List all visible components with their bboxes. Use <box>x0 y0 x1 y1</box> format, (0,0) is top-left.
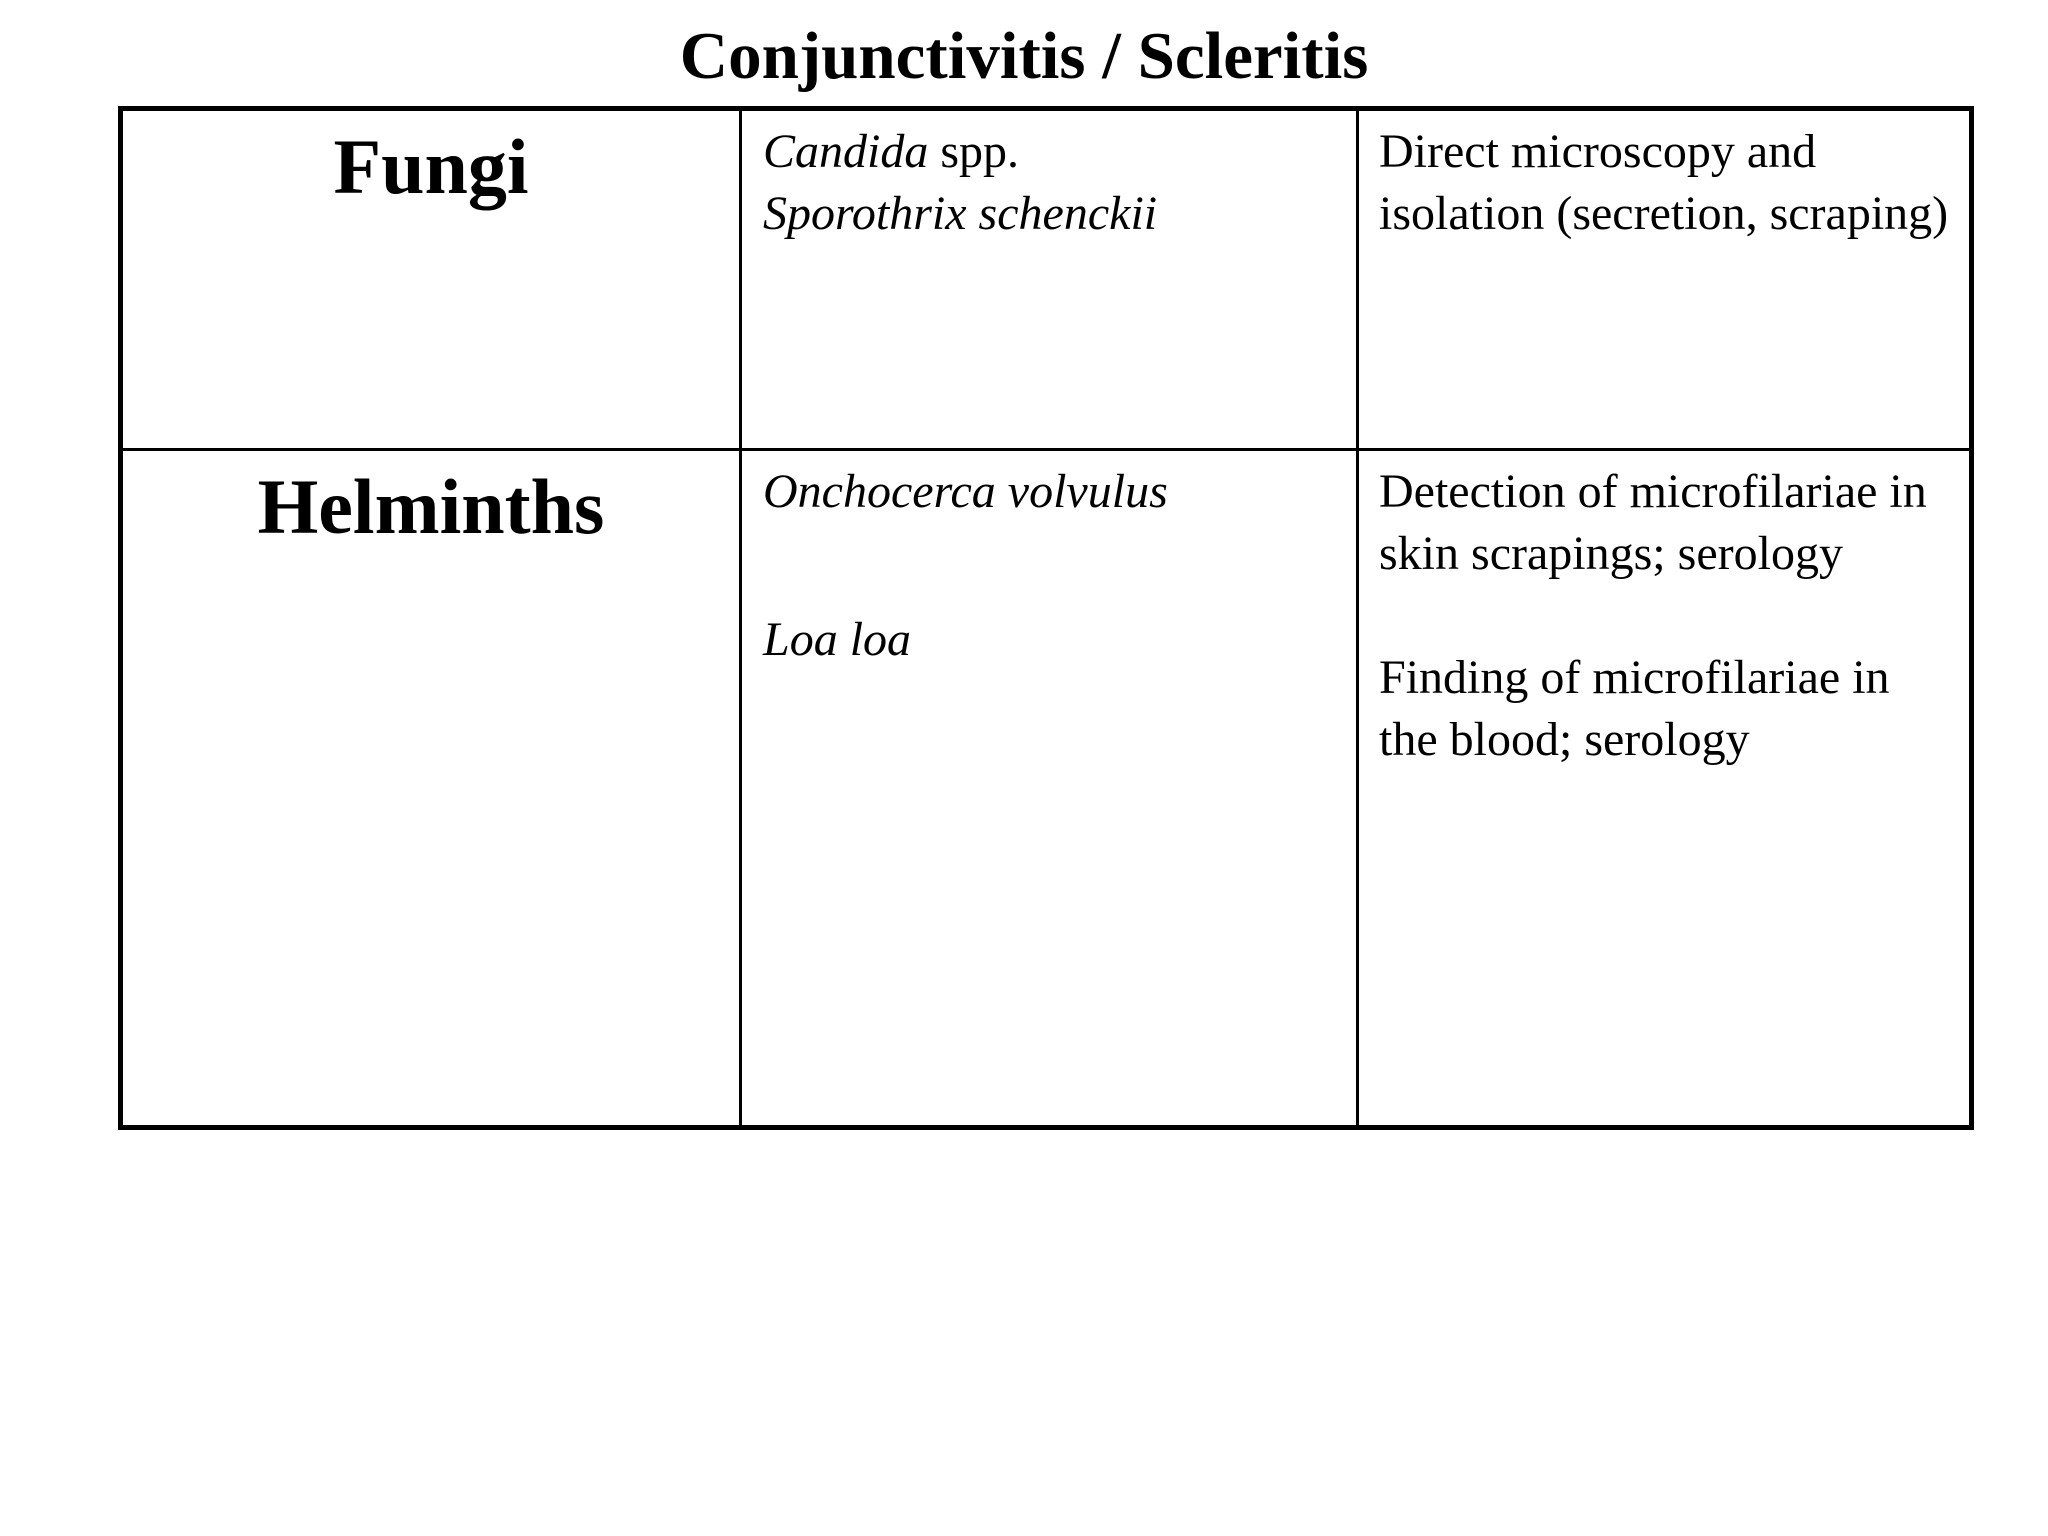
organisms-helminths <box>763 461 1343 671</box>
organism-sporothrix: Sporothrix schenckii <box>763 187 1158 240</box>
diagnosis-helminths <box>1379 461 1959 771</box>
column-divider <box>739 111 742 1125</box>
diagnosis-text: Finding of microfilariae in the blood; serology <box>1379 651 1890 766</box>
diagnosis-text: Detection of microfilariae in skin scrapings; serology <box>1379 465 1927 580</box>
organism-suffix: spp. <box>928 125 1020 178</box>
organism-loa-loa: Loa loa <box>763 613 912 666</box>
page-title: Conjunctivitis / Scleritis <box>679 19 1369 93</box>
diagnosis-fungi <box>1379 121 1959 245</box>
organism-onchocerca: Onchocerca volvulus <box>763 465 1168 518</box>
row-divider <box>123 448 1969 451</box>
column-divider <box>1356 111 1359 1125</box>
pathogen-table <box>118 106 1974 1130</box>
category-fungi: Fungi <box>333 123 529 210</box>
organism-genus: Candida <box>763 125 929 178</box>
diagnosis-text: Direct microscopy and isolation (secretion, scraping) <box>1379 125 1949 240</box>
organisms-fungi <box>763 121 1343 245</box>
organism-candida <box>763 121 1343 183</box>
category-helminths: Helminths <box>257 463 605 550</box>
